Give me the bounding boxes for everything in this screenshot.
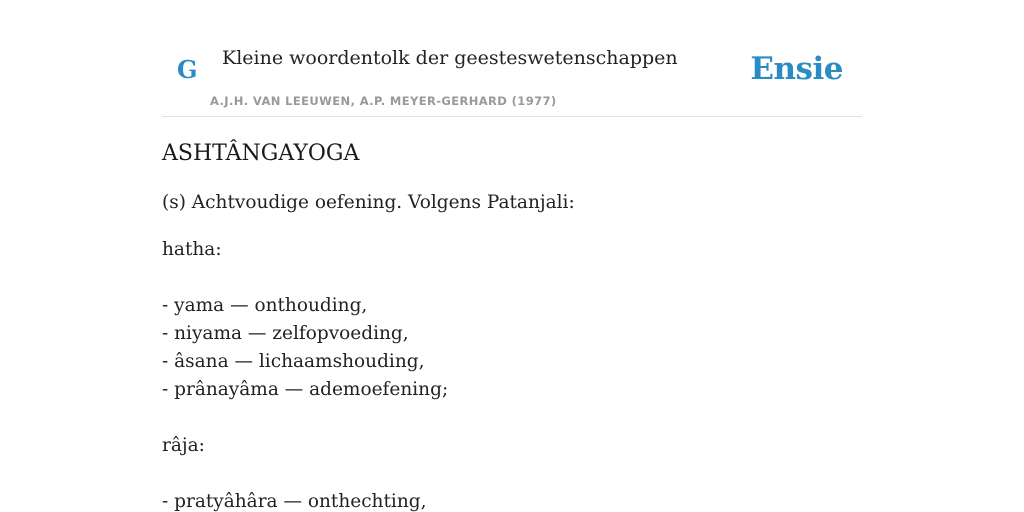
list-item: - yama — onthouding, <box>162 295 368 316</box>
list-item: - niyama — zelfopvoeding, <box>162 323 409 344</box>
intro-paragraph: (s) Achtvoudige oefening. Volgens Patanjali: <box>162 192 575 213</box>
definition-text <box>162 189 862 512</box>
group-label: hatha: <box>162 239 222 260</box>
group-paragraph-hatha <box>162 236 862 512</box>
ensie-logo-link[interactable]: Ensie <box>750 51 843 87</box>
book-authors: A.J.H. VAN LEEUWEN, A.P. MEYER-GERHARD (1977) <box>210 94 557 108</box>
book-title-link[interactable]: Kleine woordentolk der geesteswetenschappen <box>222 47 678 69</box>
list-item: - pratyâhâra — onthechting, <box>162 491 427 512</box>
line-gap <box>162 460 862 488</box>
line-gap <box>162 404 862 432</box>
publisher-logo-icon[interactable]: G <box>177 55 198 84</box>
site-header <box>162 0 862 117</box>
list-item: - prânayâma — ademoefening; <box>162 379 449 400</box>
list-item: - âsana — lichaamshouding, <box>162 351 425 372</box>
line-gap <box>162 264 862 292</box>
article-body <box>162 138 862 512</box>
term-heading: ASHTÂNGAYOGA <box>162 141 360 166</box>
group-label: râja: <box>162 435 205 456</box>
